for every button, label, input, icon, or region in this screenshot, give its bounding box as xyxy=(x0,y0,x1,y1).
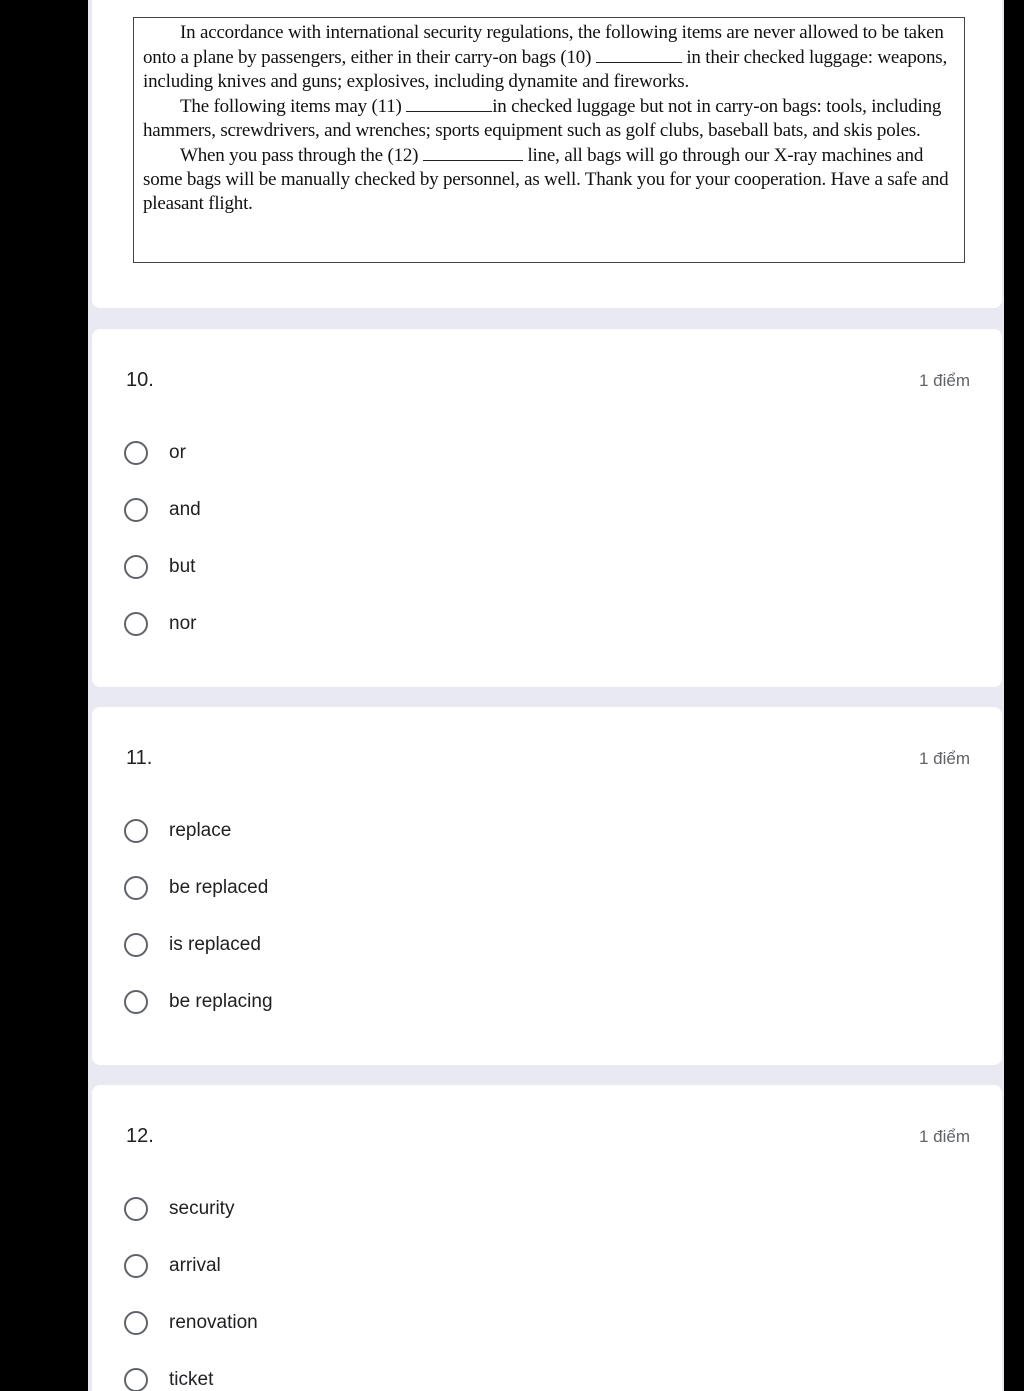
option-but[interactable] xyxy=(124,551,195,583)
blank-12 xyxy=(423,143,523,161)
passage-card xyxy=(92,0,1002,308)
question-card-12 xyxy=(92,1085,1002,1391)
option-nor[interactable] xyxy=(124,608,196,640)
blank-10 xyxy=(596,45,682,63)
passage-paragraph-1 xyxy=(143,21,955,94)
passage-paragraph-2 xyxy=(143,94,955,143)
option-renovation[interactable] xyxy=(124,1307,258,1339)
option-security[interactable] xyxy=(124,1193,234,1225)
question-card-11 xyxy=(92,707,1002,1065)
form-page xyxy=(88,0,1004,1391)
option-label: arrival xyxy=(169,1255,221,1276)
radio-button[interactable] xyxy=(124,819,148,843)
passage-text: in their checked luggage: weapons, including knives and guns; explosives, including dynamite and fireworks. xyxy=(143,47,948,92)
radio-button[interactable] xyxy=(124,498,148,522)
radio-button[interactable] xyxy=(124,1368,148,1391)
passage-text: When you pass through the (12) xyxy=(180,145,419,166)
radio-button[interactable] xyxy=(124,876,148,900)
option-label: be replaced xyxy=(169,877,269,898)
question-points: 1 điểm xyxy=(918,749,970,768)
option-label: ticket xyxy=(169,1369,214,1390)
option-label: and xyxy=(169,499,201,520)
question-number: 10. xyxy=(126,369,154,391)
option-label: be replacing xyxy=(169,991,273,1012)
option-be-replaced[interactable] xyxy=(124,872,268,904)
radio-button[interactable] xyxy=(124,1311,148,1335)
option-label: nor xyxy=(169,613,197,634)
passage-text: In accordance with international security regulations, the following items are never allowed to be taken onto a plane by passengers, either in their carry-on bags (10) xyxy=(143,22,944,68)
radio-button[interactable] xyxy=(124,990,148,1014)
option-replace[interactable] xyxy=(124,815,231,847)
option-is-replaced[interactable] xyxy=(124,929,261,961)
passage-text: in checked luggage but not in carry-on bags: tools, including hammers, screwdrivers, and wrenches; sports equipment such as golf clubs, baseball bats, and skis poles. xyxy=(143,96,942,141)
question-points: 1 điểm xyxy=(918,1127,970,1146)
question-card-10 xyxy=(92,329,1002,687)
radio-button[interactable] xyxy=(124,1197,148,1221)
option-be-replacing[interactable] xyxy=(124,986,273,1018)
option-or[interactable] xyxy=(124,437,186,469)
passage-paragraph-3 xyxy=(143,143,955,216)
option-arrival[interactable] xyxy=(124,1250,221,1282)
radio-button[interactable] xyxy=(124,1254,148,1278)
option-label: security xyxy=(169,1198,235,1219)
radio-button[interactable] xyxy=(124,933,148,957)
option-label: renovation xyxy=(169,1312,258,1333)
option-ticket[interactable] xyxy=(124,1364,213,1391)
question-number: 12. xyxy=(126,1125,154,1147)
option-label: is replaced xyxy=(169,934,261,955)
radio-button[interactable] xyxy=(124,612,148,636)
option-and[interactable] xyxy=(124,494,201,526)
passage-text: line, all bags will go through our X-ray machines and some bags will be manually checked by personnel, as well. Thank you for your cooperation. Have a safe and pleasant flight. xyxy=(143,145,949,214)
question-points: 1 điểm xyxy=(918,371,970,390)
radio-button[interactable] xyxy=(124,441,148,465)
question-number: 11. xyxy=(126,747,153,769)
option-label: replace xyxy=(169,820,232,841)
radio-button[interactable] xyxy=(124,555,148,579)
blank-11 xyxy=(406,94,492,112)
reading-passage xyxy=(133,17,965,263)
passage-text: The following items may (11) xyxy=(180,96,402,117)
option-label: but xyxy=(169,556,196,577)
option-label: or xyxy=(169,442,186,463)
